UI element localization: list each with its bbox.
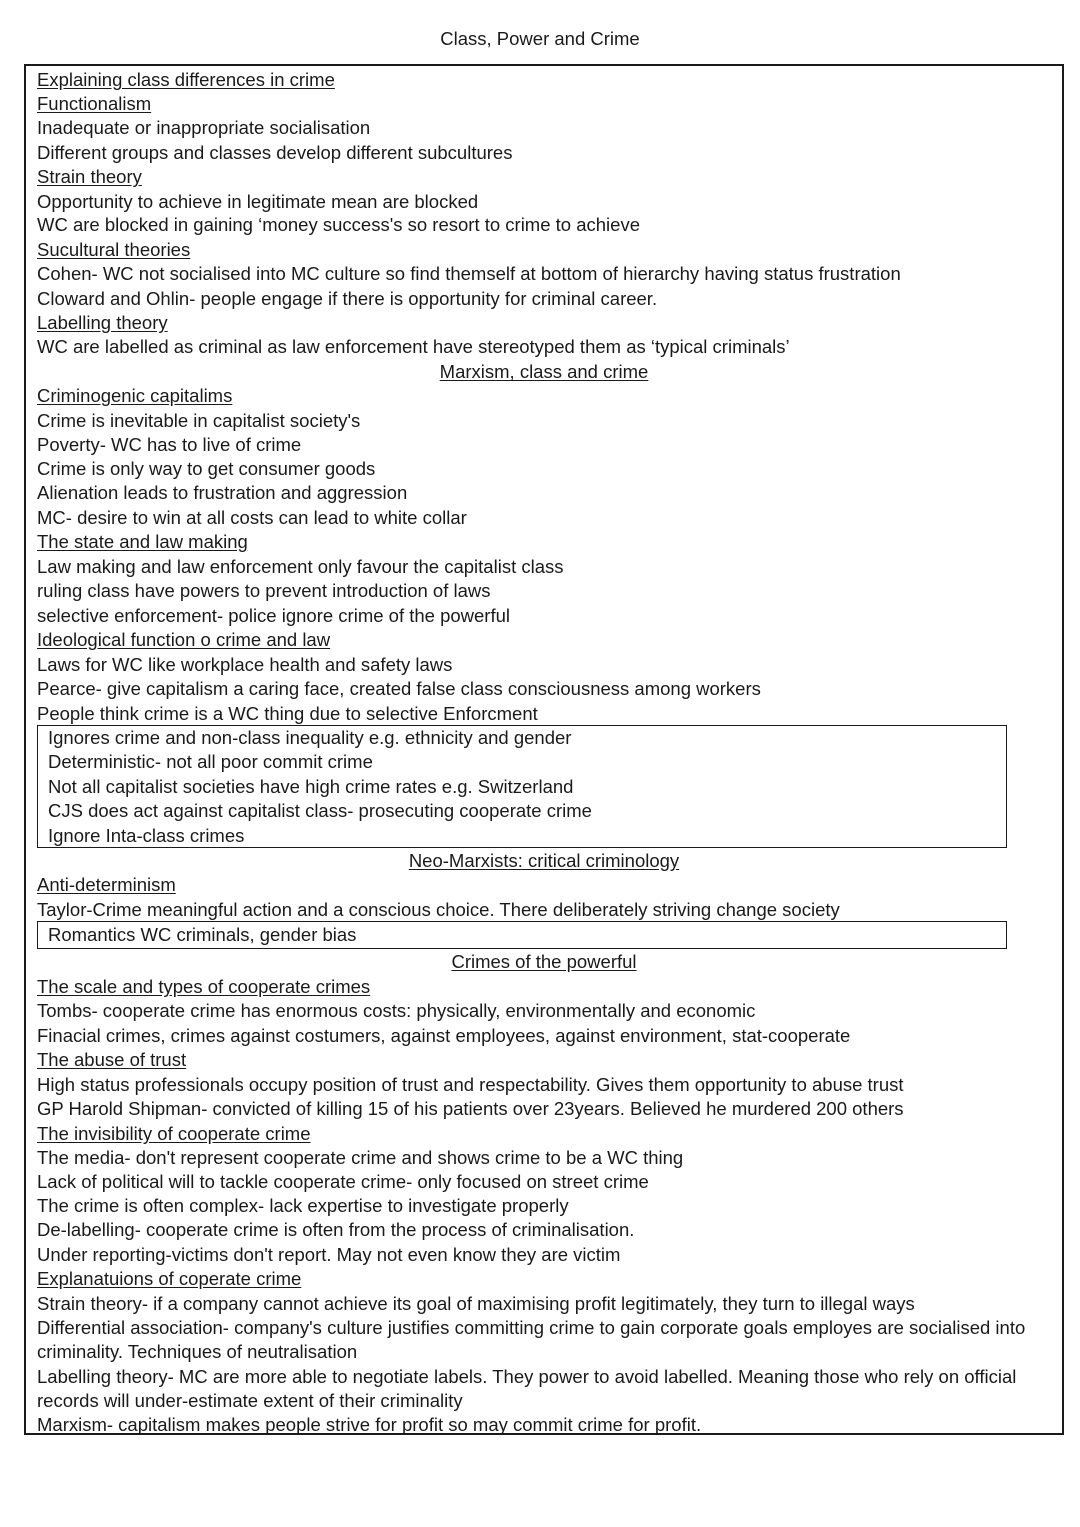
note-line: Inadequate or inappropriate socialisation [37, 117, 371, 138]
subheading-explanations: Explanatuions of coperate crime [37, 1268, 302, 1289]
subheading-ideological-function: Ideological function o crime and law [37, 629, 331, 650]
note-line: WC are labelled as criminal as law enforcement have stereotyped them as ‘typical criminals’ [37, 336, 790, 357]
note-line: Poverty- WC has to live of crime [37, 434, 302, 455]
evaluation-point: CJS does act against capitalist class- prosecuting cooperate crime [48, 800, 592, 821]
note-line: The crime is often complex- lack expertise to investigate properly [37, 1195, 569, 1216]
note-line: ruling class have powers to prevent introduction of laws [37, 580, 491, 601]
subheading-strain-theory: Strain theory [37, 166, 142, 187]
marxism-evaluation-box [37, 725, 1007, 848]
note-line: People think crime is a WC thing due to selective Enforcment [37, 703, 538, 724]
note-line: Alienation leads to frustration and aggression [37, 482, 408, 503]
section-heading-crimes-of-powerful: Crimes of the powerful [451, 951, 637, 972]
subheading-criminogenic-capitalism: Criminogenic capitalims [37, 385, 233, 406]
subheading-anti-determinism: Anti-determinism [37, 874, 176, 895]
note-line: Laws for WC like workplace health and safety laws [37, 654, 453, 675]
note-line: Law making and law enforcement only favour the capitalist class [37, 556, 564, 577]
note-line: Different groups and classes develop different subcultures [37, 142, 513, 163]
note-line: Strain theory- if a company cannot achieve its goal of maximising profit legitimately, they turn to illegal ways [37, 1293, 915, 1314]
evaluation-point: Romantics WC criminals, gender bias [48, 924, 357, 945]
note-line: Labelling theory- MC are more able to negotiate labels. They power to avoid labelled. Meaning those who rely on official records will under-estimate extent of their criminality [37, 1366, 1017, 1411]
note-line: Crime is only way to get consumer goods [37, 458, 376, 479]
note-line: Tombs- cooperate crime has enormous costs: physically, environmentally and economic [37, 1000, 756, 1021]
page-title: Class, Power and Crime [440, 28, 640, 49]
note-line: Crime is inevitable in capitalist society's [37, 410, 361, 431]
note-line: Pearce- give capitalism a caring face, created false class consciousness among workers [37, 678, 761, 699]
note-line: Lack of political will to tackle cooperate crime- only focused on street crime [37, 1171, 649, 1192]
note-line: WC are blocked in gaining ‘money success's so resort to crime to achieve [37, 214, 640, 235]
section-heading-class-differences: Explaining class differences in crime [37, 69, 335, 90]
note-line: Opportunity to achieve in legitimate mean are blocked [37, 191, 479, 212]
evaluation-point: Not all capitalist societies have high crime rates e.g. Switzerland [48, 776, 574, 797]
section-heading-marxism: Marxism, class and crime [439, 361, 649, 382]
notes-frame [24, 64, 1064, 1435]
neo-marxist-evaluation-box [37, 921, 1007, 949]
note-line: selective enforcement- police ignore crime of the powerful [37, 605, 511, 626]
note-line: The media- don't represent cooperate crime and shows crime to be a WC thing [37, 1147, 684, 1168]
subheading-scale-and-types: The scale and types of cooperate crimes [37, 976, 371, 997]
note-line: MC- desire to win at all costs can lead to white collar [37, 507, 467, 528]
note-line: High status professionals occupy position of trust and respectability. Gives them opportunity to abuse trust [37, 1074, 904, 1095]
subheading-subcultural-theories: Sucultural theories [37, 239, 191, 260]
subheading-state-and-law-making: The state and law making [37, 531, 248, 552]
subheading-abuse-of-trust: The abuse of trust [37, 1049, 187, 1070]
note-line: GP Harold Shipman- convicted of killing 15 of his patients over 23years. Believed he murdered 200 others [37, 1098, 904, 1119]
subheading-invisibility: The invisibility of cooperate crime [37, 1123, 311, 1144]
section-heading-neo-marxists: Neo-Marxists: critical criminology [408, 850, 680, 871]
note-line: Cohen- WC not socialised into MC culture so find themself at bottom of hierarchy having status frustration [37, 263, 901, 284]
evaluation-point: Ignore Inta-class crimes [48, 825, 245, 846]
evaluation-point: Ignores crime and non-class inequality e.g. ethnicity and gender [48, 727, 572, 748]
evaluation-point: Deterministic- not all poor commit crime [48, 751, 373, 772]
subheading-labelling-theory: Labelling theory [37, 312, 168, 333]
note-line: Marxism- capitalism makes people strive for profit so may commit crime for profit. [37, 1414, 702, 1435]
note-line: De-labelling- cooperate crime is often from the process of criminalisation. [37, 1219, 635, 1240]
note-line: Differential association- company's culture justifies committing crime to gain corporate goals employes are socialised into criminality. Techniques of neutralisation [37, 1317, 1026, 1362]
note-line: Taylor-Crime meaningful action and a conscious choice. There deliberately striving change society [37, 899, 840, 920]
note-line: Cloward and Ohlin- people engage if there is opportunity for criminal career. [37, 288, 658, 309]
note-line: Finacial crimes, crimes against costumers, against employees, against environment, stat-cooperate [37, 1025, 851, 1046]
subheading-functionalism: Functionalism [37, 93, 152, 114]
note-line: Under reporting-victims don't report. May not even know they are victim [37, 1244, 621, 1265]
